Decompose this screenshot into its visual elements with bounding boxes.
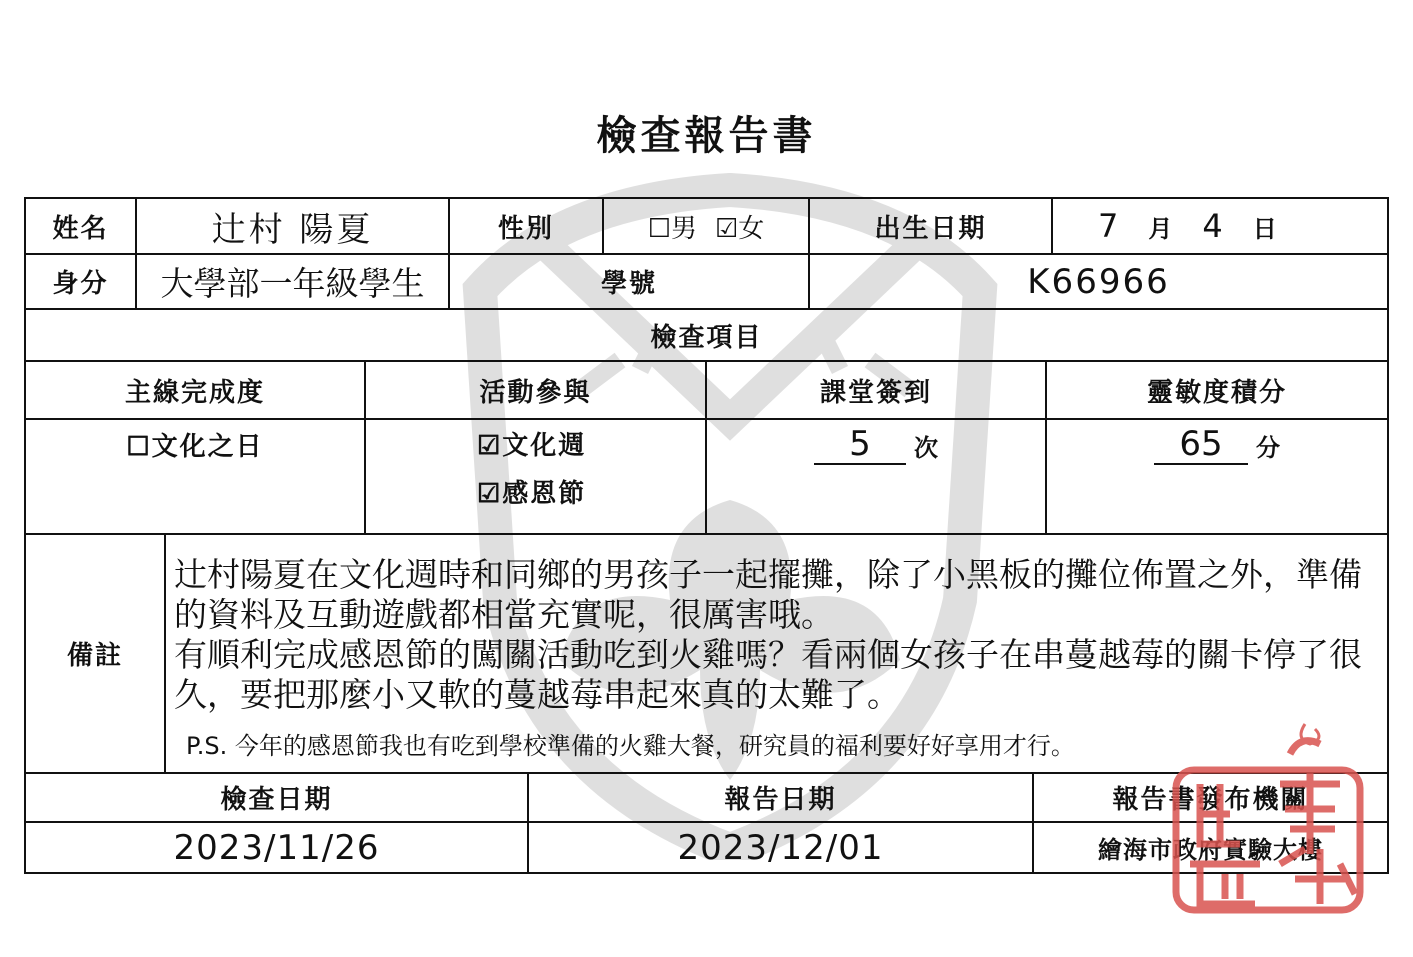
sensitivity-value xyxy=(1046,420,1388,470)
gender-male-checkbox: ☐男 xyxy=(647,213,697,244)
remarks-paragraph-1: 辻村陽夏在文化週時和同鄉的男孩子一起擺攤，除了小黑板的攤位佈置之外，準備的資料及互動遊戲都相當充實呢，很厲害哦。 xyxy=(174,555,1362,634)
report-date-value: 2023/12/01 xyxy=(677,827,884,868)
attendance-value xyxy=(706,420,1046,470)
remarks-ps: P.S. 今年的感恩節我也有吃到學校準備的火雞大餐，研究員的福利要好好享用才行。 xyxy=(186,732,1075,760)
identity-value: 大學部一年級學生 xyxy=(160,264,425,303)
remarks-label: 備註 xyxy=(66,641,123,671)
check-items-header: 檢查項目 xyxy=(650,322,763,353)
student-id-value: K66966 xyxy=(1027,261,1170,302)
name-label: 姓名 xyxy=(52,213,109,244)
attendance-header: 課堂簽到 xyxy=(819,377,932,408)
activities-header: 活動參與 xyxy=(479,377,592,408)
issuer-label: 報告書發布機關 xyxy=(1112,785,1309,815)
issuer-value: 繪海市政府實驗大樓 xyxy=(1098,835,1323,864)
identity-label: 身分 xyxy=(52,269,109,299)
remarks-paragraph-2: 有順利完成感恩節的闖關活動吃到火雞嗎？看兩個女孩子在串蔓越莓的關卡停了很久，要把那麼小又軟的蔓越莓串起來真的太難了。 xyxy=(174,635,1362,714)
birthday-value xyxy=(1052,198,1388,254)
activities-list xyxy=(365,422,706,522)
main-progress-header: 主線完成度 xyxy=(124,377,265,408)
birth-month: 7 xyxy=(1098,207,1119,245)
student-id-label: 學號 xyxy=(600,269,657,299)
attendance-count: 5 xyxy=(814,425,906,465)
gender-options xyxy=(603,198,809,254)
attendance-unit: 次 xyxy=(914,432,938,462)
sensitivity-score: 65 xyxy=(1154,425,1248,465)
sensitivity-unit: 分 xyxy=(1256,432,1280,462)
document-title: 檢查報告書 xyxy=(596,112,817,159)
birth-month-unit: 月 xyxy=(1148,213,1173,243)
name-value: 辻村 陽夏 xyxy=(211,209,374,250)
birth-day-unit: 日 xyxy=(1252,213,1277,243)
activity-thanksgiving-checkbox: ☑感恩節 xyxy=(477,479,587,509)
activity-culture-week-checkbox: ☑文化週 xyxy=(477,431,587,461)
remarks-text xyxy=(174,555,1384,715)
birthday-label: 出生日期 xyxy=(874,213,987,244)
birth-day: 4 xyxy=(1202,207,1223,245)
gender-female-checkbox: ☑女 xyxy=(715,213,765,244)
sensitivity-header: 靈敏度積分 xyxy=(1146,377,1287,408)
official-seal-stamp xyxy=(1170,714,1365,914)
check-date-value: 2023/11/26 xyxy=(173,827,380,868)
report-date-label: 報告日期 xyxy=(724,785,837,815)
main-progress-checkbox: ☐文化之日 xyxy=(126,432,264,462)
gender-label: 性別 xyxy=(497,213,554,244)
check-date-label: 檢查日期 xyxy=(220,785,333,815)
